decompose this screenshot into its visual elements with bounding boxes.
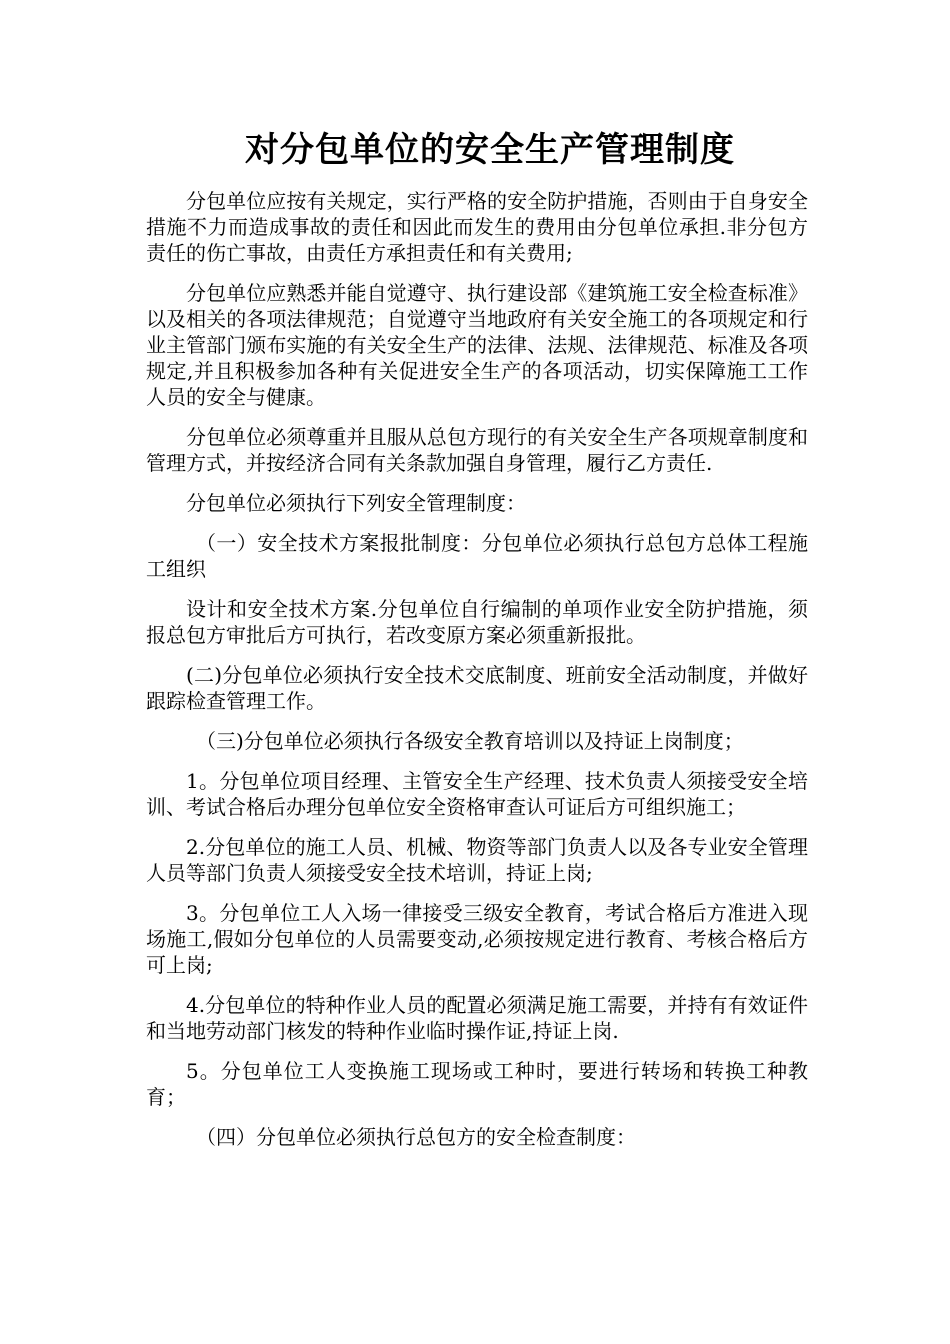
section-1-heading: （一）安全技术方案报批制度：分包单位必须执行总包方总体工程施工组织 [146,531,808,581]
list-item-5: 5。分包单位工人变换施工现场或工种时，要进行转场和转换工种教育； [146,1059,808,1109]
list-item-3: 3。分包单位工人入场一律接受三级安全教育，考试合格后方准进入现场施工,假如分包单位的人员需要变动,必须按规定进行教育、考核合格后方可上岗; [146,901,808,977]
section-4-heading: （四）分包单位必须执行总包方的安全检查制度： [196,1125,636,1149]
list-item-2: 2.分包单位的施工人员、机械、物资等部门负责人以及各专业安全管理人员等部门负责人须接受安全技术培训，持证上岗; [146,835,808,885]
section-3-heading: （三)分包单位必须执行各级安全教育培训以及持证上岗制度； [196,729,744,753]
section-1-body: 设计和安全技术方案.分包单位自行编制的单项作业安全防护措施，须报总包方审批后方可执行，若改变原方案必须重新报批。 [146,597,808,647]
document-body [146,188,808,1164]
paragraph-liability: 分包单位应按有关规定，实行严格的安全防护措施，否则由于自身安全措施不力而造成事故的责任和因此而发生的费用由分包单位承担.非分包方责任的伤亡事故，由责任方承担责任和有关费用; [146,189,808,265]
list-item-4: 4.分包单位的特种作业人员的配置必须满足施工需要，并持有有效证件和当地劳动部门核发的特种作业临时操作证,持证上岗. [146,993,808,1043]
paragraph-compliance: 分包单位应熟悉并能自觉遵守、执行建设部《建筑施工安全检查标准》以及相关的各项法律规范；自觉遵守当地政府有关安全施工的各项规定和行业主管部门颁布实施的有关安全生产的法律、法规、法律规范、标准及各项规定,并且积极参加各种有关促进安全生产的各项活动，切实保障施工工作人员的安全与健康。 [146,281,808,409]
paragraph-intro-list: 分包单位必须执行下列安全管理制度： [186,491,526,515]
section-2: (二)分包单位必须执行安全技术交底制度、班前安全活动制度，并做好跟踪检查管理工作。 [146,663,808,713]
document-title: 对分包单位的安全生产管理制度 [245,130,735,170]
list-item-1: 1。分包单位项目经理、主管安全生产经理、技术负责人须接受安全培训、考试合格后办理分包单位安全资格审查认可证后方可组织施工； [146,769,808,819]
paragraph-obey-rules: 分包单位必须尊重并且服从总包方现行的有关安全生产各项规章制度和管理方式，并按经济合同有关条款加强自身管理，履行乙方责任. [146,425,808,475]
